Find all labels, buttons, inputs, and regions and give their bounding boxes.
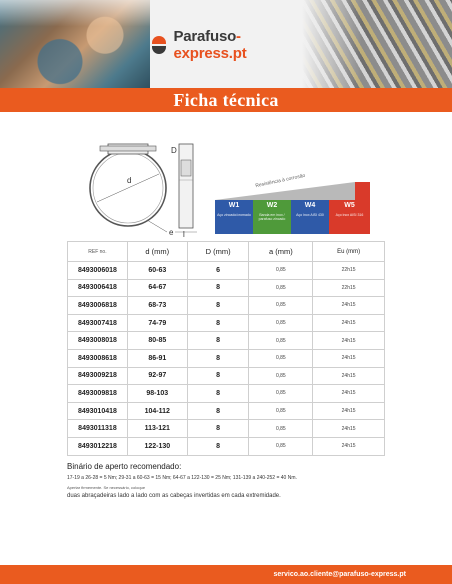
table-row	[68, 314, 385, 332]
cell-eu: 24h15	[313, 437, 385, 455]
cell-d: 64-67	[127, 279, 187, 297]
cell-d: 60-63	[127, 262, 187, 280]
label-e: e	[169, 228, 174, 237]
grade-w2: W2 Banda em inox / parafuso zincado	[253, 200, 291, 234]
cell-ref: 8493008618	[68, 349, 128, 367]
cell-D: 8	[187, 332, 249, 350]
page-title: Ficha técnica	[173, 89, 279, 110]
header-photo-screws	[302, 0, 452, 88]
label-d: d	[127, 176, 132, 185]
cell-eu: 24h15	[313, 420, 385, 438]
cell-D: 8	[187, 402, 249, 420]
header-a: a (mm)	[249, 242, 313, 262]
cell-d: 74-79	[127, 314, 187, 332]
title-band	[0, 88, 452, 112]
cell-a: 0,85	[249, 402, 313, 420]
cell-a: 0,85	[249, 367, 313, 385]
header-D: D (mm)	[187, 242, 249, 262]
grade-w5: W5 Aço inox AISI 316	[329, 200, 370, 234]
resistance-heading: Resistência à corrosão	[254, 172, 306, 190]
cell-d: 92-97	[127, 367, 187, 385]
cell-eu: 22h15	[313, 262, 385, 280]
contact-email-link[interactable]: servico.ao.cliente@parafuso-express.pt	[273, 571, 406, 578]
cell-a: 0,85	[249, 297, 313, 315]
header-eu: Eu (mm)	[313, 242, 385, 262]
table-row	[68, 262, 385, 280]
cell-d: 113-121	[127, 420, 187, 438]
cell-ref: 8493008018	[68, 332, 128, 350]
notes-title: Binário de aperto recomendado:	[67, 462, 182, 471]
torque-notes	[67, 462, 397, 499]
header-d: d (mm)	[127, 242, 187, 262]
table-row	[68, 297, 385, 315]
table-row	[68, 332, 385, 350]
grade-w4: W4 Aço inox AISI 430	[291, 200, 329, 234]
cell-eu: 24h15	[313, 367, 385, 385]
cell-a: 0,85	[249, 279, 313, 297]
cell-ref: 8493009218	[68, 367, 128, 385]
brand-name: Parafuso-express.pt	[173, 28, 247, 62]
cell-eu: 24h15	[313, 402, 385, 420]
notes-body: duas abraçadeiras lado a lado com as cabeças invertidas em cada extremidade.	[67, 493, 281, 499]
notes-small: Apertar firmemente. Se necessário, coloque	[67, 485, 146, 490]
cell-a: 0,85	[249, 332, 313, 350]
table-row	[68, 385, 385, 403]
cell-D: 6	[187, 262, 249, 280]
cell-D: 8	[187, 437, 249, 455]
footer-band	[0, 565, 452, 584]
table-row	[68, 279, 385, 297]
header-banner	[0, 0, 452, 88]
cell-eu: 24h15	[313, 349, 385, 367]
table-body	[68, 262, 385, 456]
cell-a: 0,85	[249, 262, 313, 280]
table-row	[68, 367, 385, 385]
grade-w1: W1 Aço zincado/cromado	[215, 200, 253, 234]
cell-D: 8	[187, 314, 249, 332]
cell-d: 104-112	[127, 402, 187, 420]
cell-ref: 8493006018	[68, 262, 128, 280]
clamp-diagram	[75, 140, 205, 240]
table-row	[68, 437, 385, 455]
logo-icon	[150, 34, 169, 56]
brand-logo[interactable]	[150, 30, 310, 60]
header-ref: REF no.	[68, 242, 128, 262]
cell-ref: 8493012218	[68, 437, 128, 455]
table-row	[68, 402, 385, 420]
corrosion-resistance-scale	[215, 172, 370, 236]
cell-eu: 24h15	[313, 314, 385, 332]
cell-d: 80-85	[127, 332, 187, 350]
notes-torque: 17-19 a 26-28 = 5 Nm; 29-31 a 60-63 = 15 Nm; 64-67 a 122-130 = 25 Nm; 131-139 a 240-252 = 40 Nm.	[67, 475, 297, 481]
cell-ref: 8493011318	[68, 420, 128, 438]
cell-D: 8	[187, 367, 249, 385]
label-D: D	[171, 146, 177, 155]
cell-d: 68-73	[127, 297, 187, 315]
cell-d: 98-103	[127, 385, 187, 403]
cell-eu: 24h15	[313, 385, 385, 403]
cell-a: 0,85	[249, 349, 313, 367]
clamp-drawing	[75, 140, 205, 240]
table-row	[68, 349, 385, 367]
cell-ref: 8493009818	[68, 385, 128, 403]
cell-eu: 24h15	[313, 297, 385, 315]
cell-d: 86-91	[127, 349, 187, 367]
cell-a: 0,85	[249, 385, 313, 403]
cell-D: 8	[187, 385, 249, 403]
spec-table	[67, 241, 385, 456]
cell-D: 8	[187, 349, 249, 367]
cell-d: 122-130	[127, 437, 187, 455]
cell-D: 8	[187, 420, 249, 438]
cell-eu: 22h15	[313, 279, 385, 297]
cell-ref: 8493010418	[68, 402, 128, 420]
cell-eu: 24h15	[313, 332, 385, 350]
cell-ref: 8493006818	[68, 297, 128, 315]
cell-ref: 8493006418	[68, 279, 128, 297]
header-photo-tools	[0, 0, 150, 88]
table-row	[68, 420, 385, 438]
cell-D: 8	[187, 297, 249, 315]
cell-ref: 8493007418	[68, 314, 128, 332]
cell-a: 0,85	[249, 314, 313, 332]
table-header-row	[68, 242, 385, 262]
label-l: l	[183, 230, 185, 239]
cell-D: 8	[187, 279, 249, 297]
cell-a: 0,85	[249, 420, 313, 438]
cell-a: 0,85	[249, 437, 313, 455]
